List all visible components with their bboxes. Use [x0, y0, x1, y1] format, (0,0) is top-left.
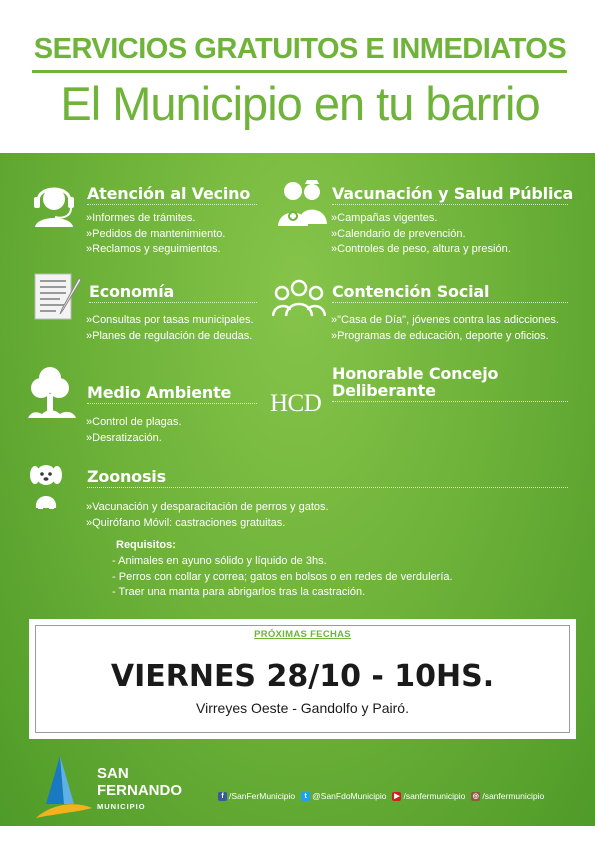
service-title-hcd-line2: Deliberante	[332, 381, 436, 400]
social-handle: @SanFdoMunicipio	[312, 791, 387, 801]
list-item: » Pedidos de mantenimiento.	[86, 227, 225, 243]
service-list-economia	[86, 313, 254, 344]
header-divider	[32, 70, 567, 73]
social-handle: /sanfermunicipio	[482, 791, 545, 801]
service-title-medio-ambiente: Medio Ambiente	[87, 383, 232, 402]
service-divider	[87, 204, 257, 205]
instagram-icon: ◎	[472, 792, 479, 800]
list-item: - Traer una manta para abrigarlos tras la castración.	[112, 585, 453, 601]
tree-icon	[26, 364, 78, 420]
list-item: » Control de plagas.	[86, 415, 181, 431]
social-handle: /sanfermunicipio	[403, 791, 466, 801]
service-divider	[87, 487, 568, 488]
san-fernando-logo-icon	[34, 756, 94, 818]
dates-place: Virreyes Oeste - Gandolfo y Pairó.	[196, 700, 409, 716]
hcd-logo: HCD	[270, 390, 322, 417]
social-handle: /SanFerMunicipio	[229, 791, 296, 801]
list-item: » Calendario de prevención.	[331, 227, 511, 243]
dates-main: VIERNES 28/10 - 10HS.	[110, 659, 495, 694]
logo-name	[97, 765, 182, 799]
social-link-twitter[interactable]	[301, 791, 386, 801]
social-link-facebook[interactable]	[218, 791, 295, 801]
list-item: » Consultas por tasas municipales.	[86, 313, 254, 329]
service-divider	[89, 302, 257, 303]
list-item: » Planes de regulación de deudas.	[86, 329, 254, 345]
logo-line2: FERNANDO	[97, 782, 182, 799]
logo-line1: SAN	[97, 765, 129, 782]
service-divider	[332, 204, 568, 205]
social-link-instagram[interactable]	[471, 791, 544, 801]
service-divider	[332, 302, 568, 303]
social-link-youtube[interactable]	[392, 791, 465, 801]
list-item: » Quirófano Móvil: castraciones gratuitas.	[86, 516, 329, 532]
list-item: » Vacunación y desparacitación de perros y gatos.	[86, 500, 329, 516]
requisitos-title: Requisitos:	[116, 539, 176, 551]
list-item: » Controles de peso, altura y presión.	[331, 242, 511, 258]
youtube-icon: ▶	[394, 792, 400, 800]
dates-box	[29, 619, 576, 739]
logo-subtitle: MUNICIPIO	[97, 802, 146, 811]
requisitos-list	[112, 554, 453, 601]
social-links	[218, 791, 544, 801]
service-divider	[87, 403, 257, 404]
list-item: » Informes de trámites.	[86, 211, 225, 227]
service-title-hcd-line1: Honorable Concejo	[332, 364, 499, 383]
headset-agent-icon	[27, 179, 81, 227]
list-item: » Reclamos y seguimientos.	[86, 242, 225, 258]
dates-label: PRÓXIMAS FECHAS	[254, 629, 351, 640]
list-item: » "Casa de Día", jóvenes contra las adicciones.	[331, 313, 559, 329]
list-item: » Desratización.	[86, 431, 181, 447]
service-title-contencion: Contención Social	[332, 282, 490, 301]
header-title: SERVICIOS GRATUITOS E INMEDIATOS	[33, 33, 567, 65]
doctor-nurse-icon	[276, 178, 328, 226]
service-title-atencion: Atención al Vecino	[87, 184, 251, 203]
service-list-medio-ambiente	[86, 415, 181, 446]
header-subtitle: El Municipio en tu barrio	[60, 77, 540, 130]
list-item: » Programas de educación, deporte y oficios.	[331, 329, 559, 345]
service-list-zoonosis	[86, 500, 329, 531]
dog-icon	[26, 462, 66, 510]
service-list-contencion	[331, 313, 559, 344]
list-item: - Perros con collar y correa; gatos en bolsos o en redes de verdulería.	[112, 570, 453, 586]
twitter-icon: t	[301, 792, 310, 801]
service-title-zoonosis: Zoonosis	[87, 467, 166, 486]
bottom-band	[0, 826, 595, 842]
service-divider	[332, 401, 568, 402]
service-title-economia: Economía	[89, 282, 175, 301]
service-title-vacunacion: Vacunación y Salud Pública	[332, 184, 574, 203]
document-pen-icon	[33, 272, 83, 322]
facebook-icon: f	[218, 792, 227, 801]
header	[0, 0, 595, 153]
list-item: - Animales en ayuno sólido y líquido de 3hs.	[112, 554, 453, 570]
service-list-atencion	[86, 211, 225, 258]
list-item: » Campañas vigentes.	[331, 211, 511, 227]
service-list-vacunacion	[331, 211, 511, 258]
people-group-icon	[272, 278, 326, 318]
